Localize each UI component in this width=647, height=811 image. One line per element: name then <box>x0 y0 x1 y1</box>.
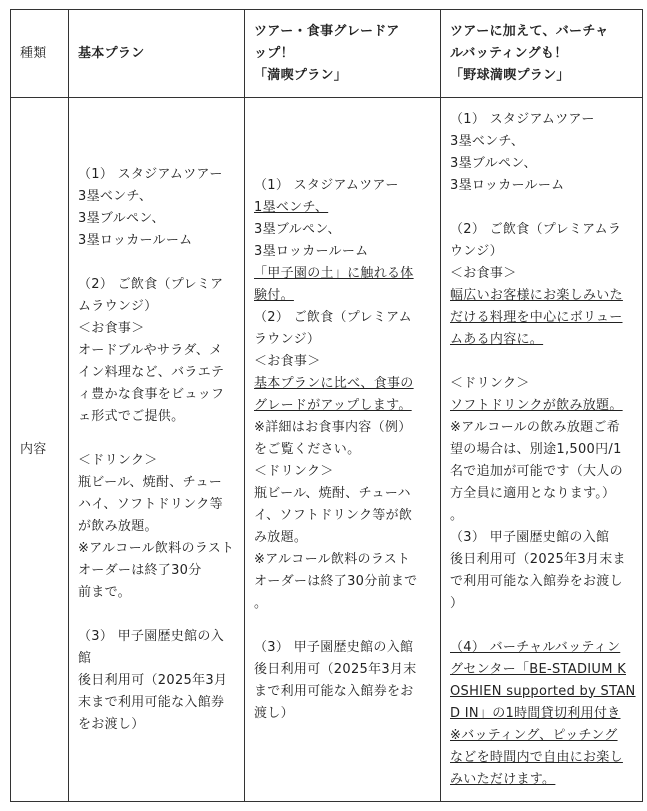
content-line <box>254 197 431 219</box>
mankitsu-plan-lines <box>254 173 431 727</box>
underlined-text: 「甲子園の土」に触れる体 <box>254 265 414 281</box>
basic-plan-lines <box>78 162 235 738</box>
content-line <box>450 351 633 373</box>
content-line: （3） 甲子園歴史館の入 <box>78 628 225 644</box>
content-line: 3塁ブルペン、 <box>78 210 165 226</box>
underlined-text: 幅広いお客様にお楽しみいた <box>450 287 623 303</box>
content-line <box>254 373 431 395</box>
underlined-text: （4） バーチャルバッティン <box>450 639 621 655</box>
header-type-label: 種類 <box>11 10 69 98</box>
content-line: をご覧ください。 <box>254 441 361 457</box>
header-yakyu-lines <box>450 21 633 87</box>
content-line: ＜お食事＞ <box>450 265 517 281</box>
content-line <box>450 395 633 417</box>
content-line: ＜ドリンク＞ <box>254 463 334 479</box>
content-line: 望の場合は、別途1,500円/1 <box>450 441 622 457</box>
content-line: ※アルコールの飲み放題ご希 <box>450 419 621 435</box>
content-line: ィ豊かな食事をビュッフ <box>78 386 225 402</box>
header-line: ツアーに加えて、バーチャ <box>450 23 609 39</box>
content-line: 3塁ロッカールーム <box>450 177 565 193</box>
content-line: オーダーは終了30分前まで <box>254 573 418 589</box>
mankitsu-plan-content <box>245 98 441 802</box>
content-line: が飲み放題。 <box>78 518 158 534</box>
content-line: み放題。 <box>254 529 308 545</box>
content-line: 。 <box>450 507 464 523</box>
basic-plan-content <box>69 98 245 802</box>
content-line <box>78 252 235 274</box>
header-line: 「満喫プラン」 <box>254 67 348 83</box>
content-line: 。 <box>254 595 268 611</box>
content-line <box>450 681 636 703</box>
content-label: 内容 <box>11 98 69 802</box>
content-line: ＜ドリンク＞ <box>78 452 158 468</box>
table-content-row <box>11 98 643 802</box>
content-line: ※アルコール飲料のラスト <box>78 540 235 556</box>
content-line: 渡し） <box>254 705 294 721</box>
content-line <box>254 263 431 285</box>
underlined-text: みいただけます。 <box>450 771 556 787</box>
content-line: 後日利用可（2025年3月末ま <box>450 551 626 567</box>
content-line: まで利用可能な入館券をお <box>254 683 414 699</box>
content-line: （3） 甲子園歴史館の入館 <box>254 639 414 655</box>
underlined-text: 験付。 <box>254 287 294 303</box>
content-line: 瓶ビール、焼酎、チュー <box>78 474 223 490</box>
header-yakyu-plan <box>441 10 643 98</box>
content-line: ＜お食事＞ <box>78 320 145 336</box>
plan-comparison-table <box>10 9 643 802</box>
content-line: 3塁ブルペン、 <box>450 155 537 171</box>
content-line: ＜お食事＞ <box>254 353 321 369</box>
underlined-text: D IN」の1時間貸切利用付き <box>450 705 621 721</box>
content-line <box>450 615 633 637</box>
underlined-text: 基本プランに比べ、食事の <box>254 375 414 391</box>
header-line: ップ！ <box>254 45 294 61</box>
header-line: ルバッティングも！ <box>450 45 568 61</box>
header-mankitsu-lines <box>254 21 431 87</box>
underlined-text: などを時間内で自由にお楽し <box>450 749 623 765</box>
underlined-text: ムある内容に。 <box>450 331 544 347</box>
header-mankitsu-plan <box>245 10 441 98</box>
content-line: ※詳細はお食事内容（例） <box>254 419 412 435</box>
content-line: 館 <box>78 650 92 666</box>
content-line: 後日利用可（2025年3月末 <box>254 661 417 677</box>
content-line: ウンジ） <box>450 243 503 259</box>
content-line: ＜ドリンク＞ <box>450 375 530 391</box>
content-line: オードブルやサラダ、メ <box>78 342 223 358</box>
content-line: 名で追加が可能です（大人の <box>450 463 623 479</box>
content-line <box>450 769 633 791</box>
underlined-text: 1塁ベンチ、 <box>254 199 329 215</box>
content-line <box>78 604 235 626</box>
underlined-text: OSHIEN supported by STAN <box>450 683 636 699</box>
content-line: （3） 甲子園歴史館の入館 <box>450 529 610 545</box>
underlined-text: グレードがアップします。 <box>254 397 412 413</box>
content-line <box>450 747 633 769</box>
underlined-text: だける料理を中心にボリュー <box>450 309 623 325</box>
content-line: 後日利用可（2025年3月 <box>78 672 228 688</box>
content-line: イ、ソフトドリンク等が飲 <box>254 507 413 523</box>
content-line <box>78 428 235 450</box>
content-line: 瓶ビール、焼酎、チューハ <box>254 485 411 501</box>
content-line: （1） スタジアムツアー <box>450 111 595 127</box>
content-line <box>450 329 633 351</box>
content-line: オーダーは終了30分 <box>78 562 202 578</box>
yakyu-plan-content <box>441 98 643 802</box>
content-line: ェ形式でご提供。 <box>78 408 185 424</box>
content-line: 方全員に適用となります。） <box>450 485 616 501</box>
content-line: ） <box>450 595 464 611</box>
content-line: （1） スタジアムツアー <box>78 166 223 182</box>
content-line: 3塁ベンチ、 <box>450 133 525 149</box>
content-line <box>450 703 633 725</box>
content-line: をお渡し） <box>78 716 145 732</box>
content-line: （2） ご飲食（プレミアムラ <box>450 221 622 237</box>
content-line: ラウンジ） <box>254 331 321 347</box>
content-line <box>450 197 633 219</box>
content-line <box>450 725 633 747</box>
content-line: （2） ご飲食（プレミアム <box>254 309 412 325</box>
content-line <box>450 659 633 681</box>
underlined-text: ※バッティング、ピッチング <box>450 727 618 743</box>
content-line: イン料理など、バラエテ <box>78 364 225 380</box>
content-line <box>254 395 431 417</box>
header-line: 基本プラン <box>78 45 145 61</box>
content-line <box>450 285 633 307</box>
header-basic-lines <box>78 43 235 65</box>
content-line: 3塁ブルペン、 <box>254 221 341 237</box>
yakyu-plan-lines <box>450 107 636 793</box>
content-line: 3塁ベンチ、 <box>78 188 153 204</box>
header-basic-plan <box>69 10 245 98</box>
content-line: （1） スタジアムツアー <box>254 177 399 193</box>
content-line: 前まで。 <box>78 584 131 600</box>
content-line: 3塁ロッカールーム <box>254 243 369 259</box>
content-line <box>254 615 431 637</box>
underlined-text: ソフトドリンクが飲み放題。 <box>450 397 623 413</box>
content-line: ムラウンジ） <box>78 298 158 314</box>
table-header-row <box>11 10 643 98</box>
header-line: ツアー・食事グレードア <box>254 23 400 39</box>
content-line: ハイ、ソフトドリンク等 <box>78 496 223 512</box>
content-line: 3塁ロッカールーム <box>78 232 193 248</box>
content-line: 末まで利用可能な入館券 <box>78 694 225 710</box>
content-line: （2） ご飲食（プレミア <box>78 276 224 292</box>
content-line: ※アルコール飲料のラスト <box>254 551 411 567</box>
content-line <box>254 285 431 307</box>
content-line: で利用可能な入館券をお渡し <box>450 573 623 589</box>
header-line: 「野球満喫プラン」 <box>450 67 570 83</box>
content-line <box>450 637 633 659</box>
underlined-text: グセンター「BE-STADIUM K <box>450 661 627 677</box>
content-line <box>450 307 633 329</box>
